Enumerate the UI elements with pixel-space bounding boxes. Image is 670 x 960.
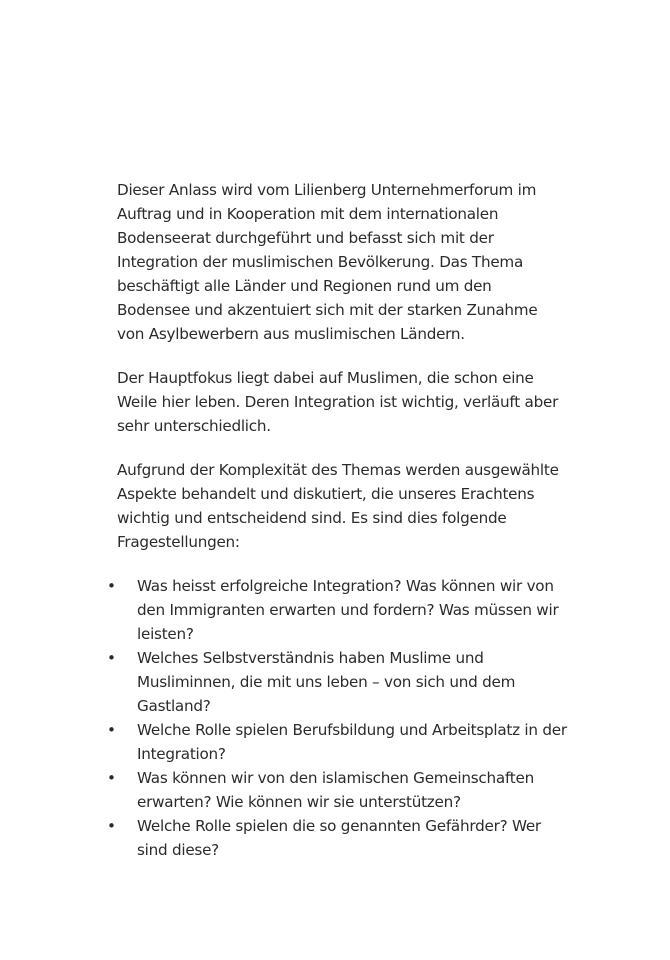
- list-item: [107, 574, 567, 646]
- list-item: [107, 646, 567, 718]
- question-text: Welche Rolle spielen die so genannten Gefährder? Wer sind diese?: [137, 817, 541, 859]
- question-text: Was heisst erfolgreiche Integration? Was können wir von den Immigranten erwarten und fordern? Was müssen wir leisten?: [137, 577, 559, 643]
- bullet-icon: •: [107, 649, 116, 667]
- bullet-icon: •: [107, 721, 116, 739]
- document-page: [107, 178, 567, 862]
- bullet-icon: •: [107, 817, 116, 835]
- bullet-icon: •: [107, 577, 116, 595]
- list-item: [107, 718, 567, 766]
- focus-paragraph: Der Hauptfokus liegt dabei auf Muslimen, die schon eine Weile hier leben. Deren Integration ist wichtig, verläuft aber sehr unterschiedlich.: [117, 369, 559, 435]
- list-item: [107, 766, 567, 814]
- questions-intro-paragraph: Aufgrund der Komplexität des Themas werden ausgewählte Aspekte behandelt und diskutiert, die unseres Erachtens wichtig und entscheidend sind. Es sind dies folgende Fragestellungen:: [117, 461, 559, 551]
- intro-paragraph: Dieser Anlass wird vom Lilienberg Unternehmerforum im Auftrag und in Kooperation mit dem internationalen Bodenseerat durchgeführt und befasst sich mit der Integration der muslimischen Bevölkerung. Das Thema beschäftigt alle Länder und Regionen rund um den Bodensee und akzentuiert sich mit der starken Zunahme von Asylbewerbern aus muslimischen Ländern.: [117, 181, 538, 343]
- questions-list: [107, 574, 567, 862]
- question-text: Welche Rolle spielen Berufsbildung und Arbeitsplatz in der Integration?: [137, 721, 567, 763]
- question-text: Was können wir von den islamischen Gemeinschaften erwarten? Wie können wir sie unterstützen?: [137, 769, 534, 811]
- bullet-icon: •: [107, 769, 116, 787]
- list-item: [107, 814, 567, 862]
- question-text: Welches Selbstverständnis haben Muslime und Musliminnen, die mit uns leben – von sich und dem Gastland?: [137, 649, 516, 715]
